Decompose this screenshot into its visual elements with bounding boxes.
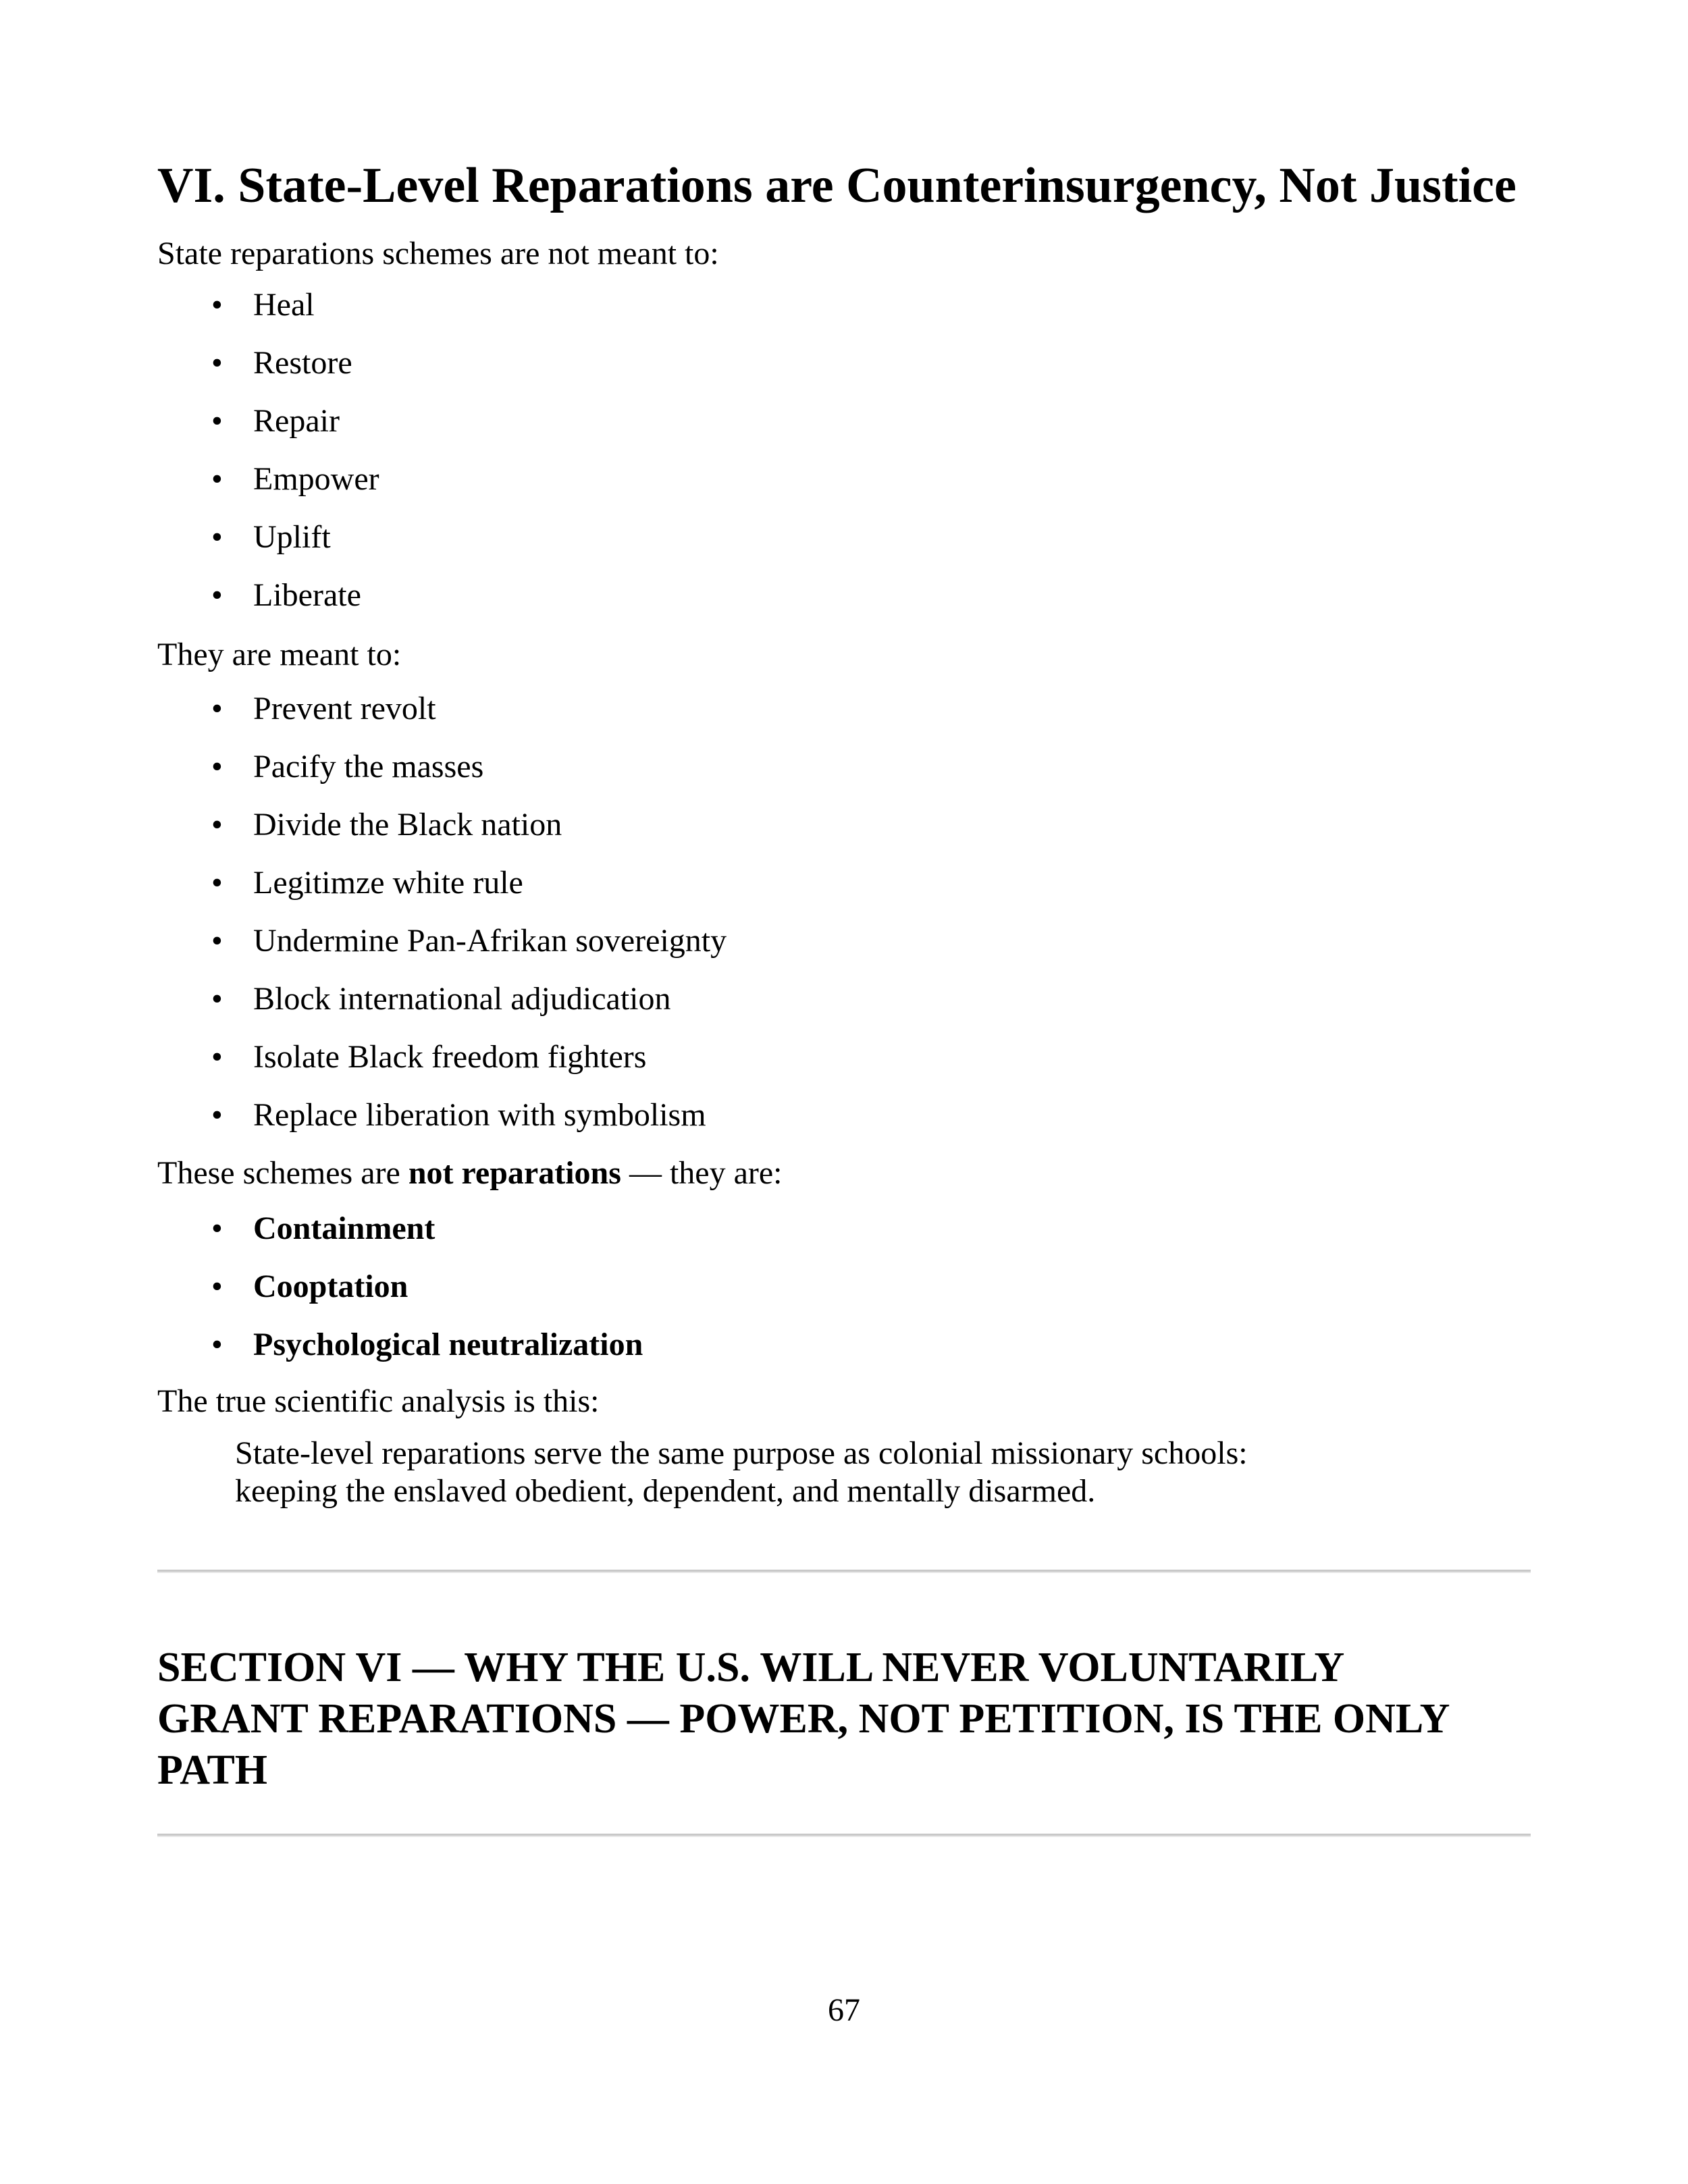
- intro-analysis: The true scientific analysis is this:: [157, 1383, 600, 1419]
- section-heading: VI. State-Level Reparations are Counterinsurgency, Not Justice: [157, 158, 1516, 213]
- intro-they-are-emphasis: not reparations: [408, 1155, 621, 1191]
- bullet-icon: •: [211, 577, 223, 613]
- list-item-text: Block international adjudication: [253, 981, 671, 1017]
- list-item-text: Divide the Black nation: [253, 807, 562, 843]
- list-item-text: Restore: [253, 345, 352, 381]
- list-item-text: Pacify the masses: [253, 749, 484, 784]
- intro-they-are: [157, 1153, 783, 1194]
- bullet-icon: •: [211, 807, 223, 843]
- bullet-icon: •: [211, 1039, 223, 1075]
- bullet-icon: •: [211, 749, 223, 784]
- quote-line: keeping the enslaved obedient, dependent, and mentally disarmed.: [235, 1473, 1096, 1509]
- bullet-icon: •: [211, 981, 223, 1017]
- list-item-text: Undermine Pan-Afrikan sovereignty: [253, 923, 727, 959]
- list-item-text: Containment: [253, 1210, 436, 1246]
- list-item-text: Cooptation: [253, 1269, 408, 1304]
- list-item-text: Repair: [253, 403, 340, 439]
- bullet-icon: •: [211, 1269, 223, 1304]
- section-divider: [157, 1570, 1531, 1573]
- intro-meant: They are meant to:: [157, 637, 402, 672]
- list-item-text: Empower: [253, 461, 379, 497]
- bullet-icon: •: [211, 1327, 223, 1362]
- bullet-icon: •: [211, 345, 223, 381]
- list-item-text: Prevent revolt: [253, 691, 436, 726]
- bullet-icon: •: [211, 519, 223, 555]
- next-section-heading-line: GRANT REPARATIONS — POWER, NOT PETITION, IS THE ONLY: [157, 1696, 1450, 1742]
- bullet-icon: •: [211, 461, 223, 497]
- list-item-text: Psychological neutralization: [253, 1327, 643, 1362]
- page-number: 67: [828, 1992, 860, 2028]
- intro-not-meant: State reparations schemes are not meant to:: [157, 236, 719, 271]
- list-item-text: Isolate Black freedom fighters: [253, 1039, 647, 1075]
- intro-they-are-after: — they are:: [621, 1155, 783, 1191]
- analysis-quote: [235, 1435, 1248, 1510]
- list-item-text: Legitimze white rule: [253, 865, 523, 901]
- section-divider: [157, 1834, 1531, 1837]
- next-section-heading-line: PATH: [157, 1747, 268, 1793]
- list-item-text: Uplift: [253, 519, 331, 555]
- bullet-icon: •: [211, 923, 223, 959]
- bullet-icon: •: [211, 865, 223, 901]
- list-item-text: Heal: [253, 287, 315, 323]
- bullet-icon: •: [211, 1210, 223, 1246]
- bullet-icon: •: [211, 1097, 223, 1133]
- bullet-icon: •: [211, 403, 223, 439]
- intro-they-are-before: These schemes are: [157, 1155, 408, 1191]
- list-item-text: Replace liberation with symbolism: [253, 1097, 706, 1133]
- quote-line: State-level reparations serve the same purpose as colonial missionary schools:: [235, 1435, 1248, 1471]
- next-section-heading: [157, 1642, 1450, 1796]
- bullet-icon: •: [211, 287, 223, 323]
- list-item-text: Liberate: [253, 577, 361, 613]
- bullet-icon: •: [211, 691, 223, 726]
- next-section-heading-line: SECTION VI — WHY THE U.S. WILL NEVER VOLUNTARILY: [157, 1645, 1345, 1690]
